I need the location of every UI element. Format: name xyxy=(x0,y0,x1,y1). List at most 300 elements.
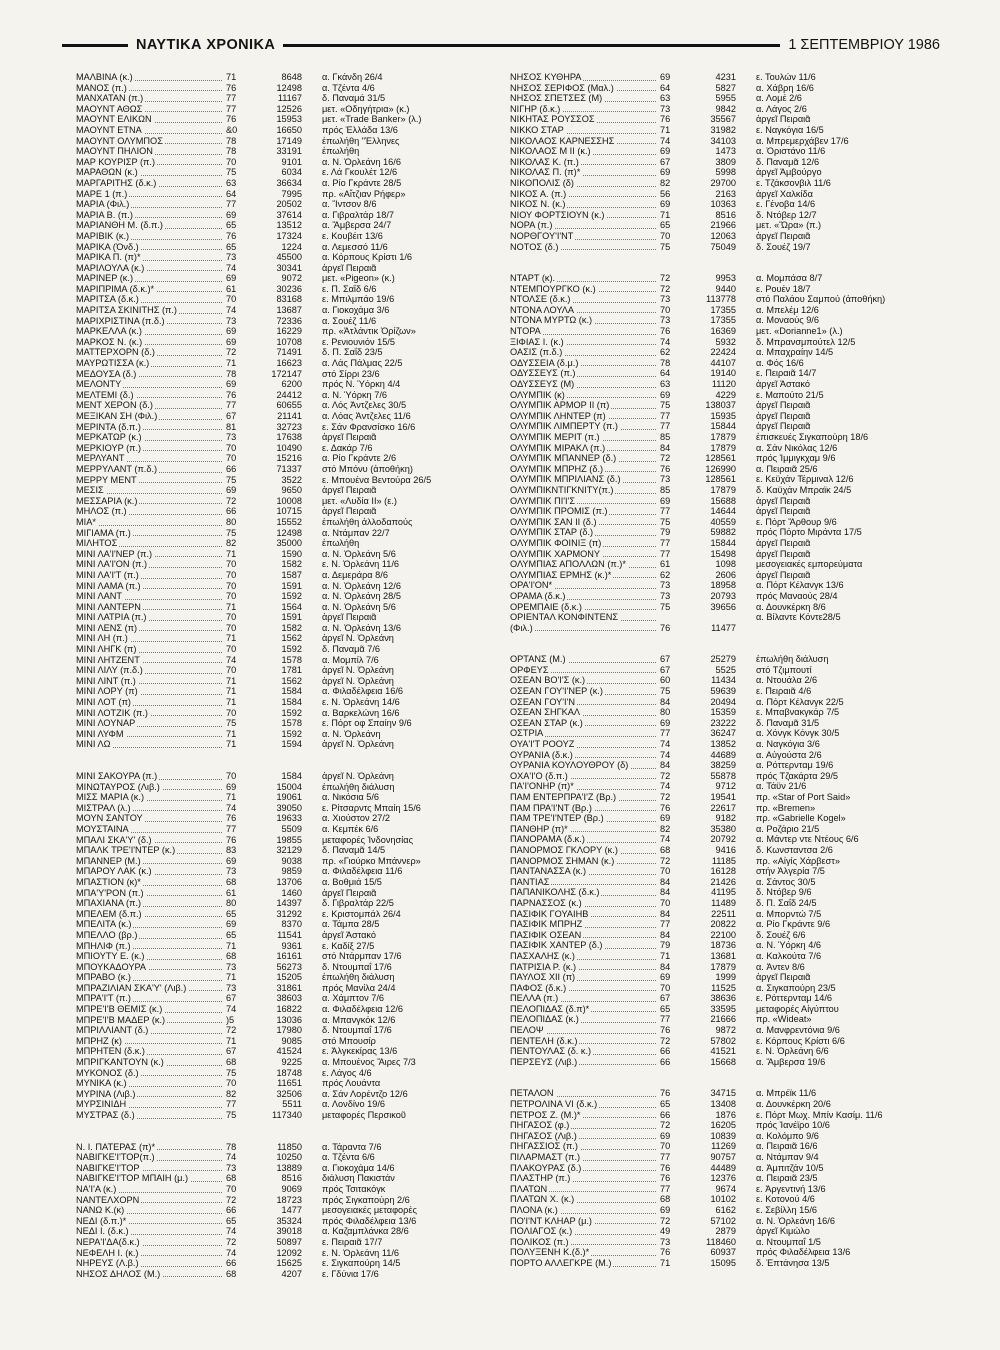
ship-name xyxy=(76,676,226,687)
ship-name xyxy=(510,1141,660,1152)
tonnage: 59882 xyxy=(710,527,736,538)
tonnage: 2606 xyxy=(715,569,736,580)
ship-name-text: ΟΡΕΜΠΑΙΕ (δ.κ.) xyxy=(510,601,582,612)
voyage-status: ε. Ναγκόγια 16/5 xyxy=(756,124,824,135)
ship-row xyxy=(510,1173,942,1184)
tonnage: 20793 xyxy=(710,590,736,601)
ship-name xyxy=(76,210,226,221)
build-year: 77 xyxy=(660,548,671,559)
tonnage: 5932 xyxy=(715,336,736,347)
build-year: 79 xyxy=(660,940,671,951)
tonnage: 44107 xyxy=(710,357,736,368)
ship-row xyxy=(510,803,942,814)
ship-name-text: ΠΑΥΛΟΣ ΧΙΙ (π) xyxy=(510,972,576,983)
ship-row xyxy=(510,358,942,369)
ship-row xyxy=(510,834,942,845)
tonnage: 17355 xyxy=(710,304,736,315)
voyage-status: α. Μάντερ ντε Ντέους 6/6 xyxy=(756,834,859,845)
build-year: 69 xyxy=(660,1130,671,1141)
ship-row xyxy=(76,464,508,475)
ship-name xyxy=(76,919,226,930)
voyage-status: ἀργεῖ Ν. Ὀρλεάνη xyxy=(322,675,394,686)
ship-name-text: ΟΥΡΑΝΙΑ ΚΟΥΛΟΥΘΡΟΥ (δ) xyxy=(510,760,629,771)
ship-name xyxy=(510,1216,660,1227)
ship-name xyxy=(510,400,660,411)
tonnage: 9953 xyxy=(715,273,736,284)
ship-name-text: ΜΙΝΙ ΛΟΥΝΑΡ xyxy=(76,718,136,729)
ship-name-text: ΜΙΝΩΤΑΥΡΟΣ (Λιβ.) xyxy=(76,781,160,792)
ship-name-text: ΠΕΛΟΨ xyxy=(510,1025,544,1036)
voyage-status: α. Τάραντα 7/6 xyxy=(322,1141,382,1152)
build-year: 67 xyxy=(660,654,671,665)
voyage-status: πρός Μανίλα 24/4 xyxy=(322,982,396,993)
ship-name-text: ΜΠΡΗΖ (κ) xyxy=(76,1035,122,1046)
ship-name xyxy=(76,136,226,147)
build-year: 66 xyxy=(660,1109,671,1120)
ship-name-text: ΟΡΑ'Ι'ΟΝ* xyxy=(510,580,553,591)
build-year: 73 xyxy=(226,315,237,326)
ship-name xyxy=(76,708,226,719)
ship-name-text: ΠΑΡΝΑΣΣΟΣ (κ.) xyxy=(510,897,582,908)
ship-name-text: ΟΛΥΜΠΙΚ ΠΙ'Ι'Σ xyxy=(510,495,576,506)
ship-name-text: ΜΑΟΥΝΤ ΠΗΛΙΟΝ xyxy=(76,146,153,157)
tonnage: 1592 xyxy=(281,644,302,655)
ship-row xyxy=(76,146,508,157)
build-year: 71 xyxy=(226,739,237,750)
build-year: &0 xyxy=(226,124,238,135)
tonnage: 5998 xyxy=(715,167,736,178)
tonnage: 20502 xyxy=(276,199,302,210)
ship-name-text: ΜΑΡΙΑ Β. (π.) xyxy=(76,209,133,220)
voyage-status: ε. Ρενιουνιόν 15/5 xyxy=(322,336,395,347)
tonnage: 1592 xyxy=(281,591,302,602)
tonnage: 60937 xyxy=(710,1247,736,1258)
ship-name xyxy=(76,220,226,231)
voyage-status: α. Ρίο Γκράντε 9/6 xyxy=(756,919,831,930)
ship-row xyxy=(510,686,942,697)
ship-name-text: ΜΙΝΙ ΛΑΝΤΕΡΝ xyxy=(76,601,141,612)
voyage-status: ε. Δακάρ 7/6 xyxy=(322,442,373,453)
tonnage: 21966 xyxy=(710,220,736,231)
ship-row xyxy=(76,453,508,464)
voyage-status: μεταφορές Ἰνδονησίας xyxy=(322,834,413,845)
ship-name-text: ΝΑΒΙΓΚΕ'Ι'ΤΟΡ xyxy=(76,1162,140,1173)
build-year: 70 xyxy=(226,1078,237,1089)
ship-name xyxy=(76,962,226,973)
ship-row xyxy=(510,665,942,676)
voyage-status: α. Μανφρεντόνια 9/6 xyxy=(756,1025,840,1036)
build-year: 72 xyxy=(660,855,671,866)
voyage-status: α. Πόρτ Κέλανγκ 22/5 xyxy=(756,696,844,707)
voyage-status: α. Ὀριστάνο 11/6 xyxy=(756,146,826,157)
ship-list-section xyxy=(76,1142,508,1280)
tonnage: 13889 xyxy=(276,1162,302,1173)
build-year: 71 xyxy=(226,940,237,951)
ship-row xyxy=(76,517,508,528)
ship-name xyxy=(76,517,226,528)
ship-name-text: ΜΑΡΙΚΑ Π. (π)* xyxy=(76,252,141,263)
ship-name-text: ΝΙΚΟΠΟΛΙΣ (δ) xyxy=(510,177,574,188)
ship-name-text: ΜΠΑ'Υ'ΡΟΝ (π.) xyxy=(76,887,144,898)
voyage-status: α. Σιγκαπούρη 23/5 xyxy=(756,982,836,993)
ship-row xyxy=(510,962,942,973)
build-year: 70 xyxy=(226,294,237,305)
tonnage: 20494 xyxy=(710,696,736,707)
ship-name xyxy=(76,400,226,411)
tonnage: 12092 xyxy=(276,1247,302,1258)
tonnage: 71337 xyxy=(276,463,302,474)
build-year: 70 xyxy=(226,665,237,676)
build-year: 74 xyxy=(226,1152,237,1163)
ship-row xyxy=(510,824,942,835)
ship-name-text: ΜΑΡΙΧΡΙΣΤΙΝΑ (π.δ.) xyxy=(76,315,165,326)
tonnage: 39018 xyxy=(276,1226,302,1237)
voyage-status: α. Ντάμπαν 9/4 xyxy=(756,1152,819,1162)
ship-row xyxy=(76,369,508,380)
tonnage: 1584 xyxy=(281,771,302,781)
ship-row xyxy=(76,930,508,941)
ship-name-text: ΠΑΦΟΣ (δ.κ.) xyxy=(510,982,567,993)
ship-name-text: ΜΙΝΙ ΛΗ (π.) xyxy=(76,633,128,644)
ship-name xyxy=(510,612,660,623)
ship-row xyxy=(76,729,508,740)
voyage-status: ε. Τουλών 11/6 xyxy=(756,72,816,82)
build-year: 73 xyxy=(660,580,671,591)
build-year: 74 xyxy=(660,749,671,760)
ship-name xyxy=(76,1015,226,1026)
ship-name-text: ΝΟΡΑ (π.) xyxy=(510,220,553,231)
tonnage: 4231 xyxy=(715,72,736,82)
build-year: 70 xyxy=(226,559,237,570)
build-year: 69 xyxy=(226,919,237,930)
voyage-status: δ. Ντόβερ 12/7 xyxy=(756,209,817,220)
ship-row xyxy=(510,93,942,104)
ship-row xyxy=(76,104,508,115)
voyage-status: ἀργεῖ Πειραιᾶ xyxy=(756,400,811,411)
ship-row xyxy=(76,718,508,729)
build-year: 72 xyxy=(660,792,671,802)
ship-name xyxy=(76,273,226,284)
ship-row xyxy=(510,136,942,147)
ship-name-text: ΜΠΡΑ'Ι'Τ (π.) xyxy=(76,993,131,1004)
build-year: 80 xyxy=(226,898,237,909)
ship-name xyxy=(76,1036,226,1047)
build-year: 63 xyxy=(226,177,237,188)
voyage-status: πρ. «Gabrielle Kogel» xyxy=(756,813,846,824)
ship-row xyxy=(510,739,942,750)
build-year: 73 xyxy=(226,866,237,877)
tonnage: 71491 xyxy=(276,347,302,358)
ship-name xyxy=(76,612,226,623)
ship-row xyxy=(76,739,508,750)
voyage-status: ε. Πόρτ οφ Σπαίην 9/6 xyxy=(322,718,412,729)
ship-row xyxy=(510,474,942,485)
ship-name xyxy=(510,199,660,210)
build-year: 76 xyxy=(660,622,671,633)
ship-name-text: ΜΕΔΟΥΣΑ (δ.) xyxy=(76,368,137,379)
ship-name xyxy=(510,443,660,454)
tonnage: 11525 xyxy=(711,982,736,993)
ship-row xyxy=(76,845,508,856)
build-year: 69 xyxy=(226,485,237,496)
voyage-status: πρ. «Wideat» xyxy=(756,1014,812,1025)
tonnage: 41521 xyxy=(710,1046,736,1057)
ship-row xyxy=(510,887,942,898)
build-year: 70 xyxy=(226,156,237,167)
ship-name-text: ΜΙΝΙ ΛΗΓΚ (π) xyxy=(76,644,137,655)
build-year: 76 xyxy=(660,1025,671,1036)
ship-name xyxy=(76,803,226,814)
ship-list-section xyxy=(76,771,508,1121)
build-year: 61 xyxy=(660,559,671,570)
ship-name-text: ΜΕΣΣΑΡΙΑ (κ.) xyxy=(76,495,138,506)
ship-row xyxy=(76,644,508,655)
ship-name-text: ΜΠΑΡΟΥ ΛΑΚ (κ.) xyxy=(76,866,152,877)
build-year: 75 xyxy=(660,601,671,612)
ship-row xyxy=(76,1216,508,1227)
build-year: 78 xyxy=(226,146,237,157)
ship-name-text: ΟΣΕΑΝ ΣΗΓΚΑΛ xyxy=(510,707,581,718)
voyage-status: α. Ἴντσον 8/6 xyxy=(322,199,377,210)
voyage-status: ἀργεῖ Πειραιᾶ xyxy=(322,887,377,898)
build-year: 76 xyxy=(660,1088,671,1099)
ship-name-text: ΜΕΡΡΥ ΜΕΝΤ xyxy=(76,474,137,485)
ship-name xyxy=(76,199,226,210)
ship-row xyxy=(510,432,942,443)
voyage-status: α. Γιοκοχάμα 14/6 xyxy=(322,1162,395,1173)
ship-name-text: ΜΕΡΙΝΤΑ (δ.π.) xyxy=(76,421,141,432)
ship-row xyxy=(76,220,508,231)
voyage-status: ε. Ρίτσαρντς Μπαίη 15/6 xyxy=(322,802,421,813)
ship-row xyxy=(510,697,942,708)
ship-name xyxy=(76,665,226,676)
ship-name-text: ΜΙΑ* xyxy=(76,516,96,527)
voyage-status: ε. Κόρπους Κρίστι 6/6 xyxy=(756,1035,845,1046)
ship-row xyxy=(76,602,508,613)
ship-name-text: ΜΑΟΥΝΤ ΕΤΝΑ xyxy=(76,124,142,135)
tonnage: 4229 xyxy=(715,389,736,400)
ship-row xyxy=(76,559,508,570)
ship-row xyxy=(510,72,942,83)
ship-row xyxy=(510,993,942,1004)
ship-name xyxy=(510,1226,660,1237)
ship-name-text: ΟΛΥΜΠΙΚ (κ) xyxy=(510,389,565,400)
ship-row xyxy=(76,242,508,253)
tonnage: 5509 xyxy=(281,823,302,834)
build-year: 74 xyxy=(226,802,237,813)
ship-row xyxy=(76,782,508,793)
ship-name xyxy=(76,930,226,941)
build-year: 62 xyxy=(660,569,671,580)
ship-name-text: ΝΗΣΟΣ ΣΠΕΤΣΕΣ (Μ) xyxy=(510,93,603,104)
ship-name-text: ΜΑΟΥΝΤ ΟΛΥΜΠΟΣ xyxy=(76,135,163,146)
ship-name xyxy=(76,1226,226,1237)
tonnage: 50897 xyxy=(276,1236,302,1247)
ship-name xyxy=(510,72,660,83)
ship-name xyxy=(76,782,226,793)
ship-row xyxy=(76,549,508,560)
build-year: 75 xyxy=(226,527,237,538)
ship-name-text: ΜΕΡΛΥΑΝΤ xyxy=(76,453,125,464)
ship-name xyxy=(76,93,226,104)
ship-row xyxy=(510,866,942,877)
tonnage: 9072 xyxy=(281,273,302,284)
ship-name-text: ΟΡΦΕΥΣ xyxy=(510,664,549,675)
ship-row xyxy=(76,1173,508,1184)
ship-name xyxy=(510,1131,660,1142)
ship-name xyxy=(76,72,226,83)
ship-row xyxy=(510,496,942,507)
ship-name xyxy=(76,178,226,189)
ship-name xyxy=(510,803,660,814)
ship-row xyxy=(510,400,942,411)
tonnage: 10839 xyxy=(710,1130,736,1141)
build-year: 70 xyxy=(226,569,237,580)
ship-name-text: ΜΠΕΛΙΤΑ (κ.) xyxy=(76,919,132,930)
tonnage: 13681 xyxy=(710,950,736,961)
voyage-status: δ. Σουέζ 19/7 xyxy=(756,241,811,252)
ship-name-text: ΝΑΝΤΕΛΧΟΡΝ xyxy=(76,1194,140,1205)
voyage-status: α. Γιβραλτάρ 18/7 xyxy=(322,209,395,220)
ship-row xyxy=(76,983,508,994)
voyage-status: ἀργεῖ Χαλκίδα xyxy=(756,188,813,199)
build-year: 76 xyxy=(226,813,237,824)
voyage-status: ε. Π. Σαΐδ 6/6 xyxy=(322,283,377,294)
ship-name xyxy=(76,739,226,750)
voyage-status: α. Μομπάσα 8/7 xyxy=(756,273,823,284)
tonnage: 33191 xyxy=(276,146,302,157)
voyage-status: δ. Παναμᾶ 14/5 xyxy=(322,845,386,856)
ship-row xyxy=(76,231,508,242)
build-year: 73 xyxy=(660,474,671,485)
ship-row xyxy=(510,1131,942,1142)
build-year: 70 xyxy=(226,591,237,602)
build-year: 75 xyxy=(660,241,671,252)
tonnage: 17980 xyxy=(276,1025,302,1036)
build-year: 70 xyxy=(226,453,237,464)
ship-name-text: ΠΛΑΤΩΝ Χ. (κ.) xyxy=(510,1194,575,1205)
voyage-status: πρός Λουάντα xyxy=(322,1078,381,1089)
ship-row xyxy=(76,697,508,708)
issue-date: 1 ΣΕΠΤΕΜΒΡΙΟΥ 1986 xyxy=(788,37,940,53)
tonnage: 57102 xyxy=(710,1215,736,1226)
build-year: 83 xyxy=(226,845,237,856)
build-year: 77 xyxy=(660,410,671,421)
voyage-status: πρός Φιλαδέλφεια 13/6 xyxy=(322,1215,417,1226)
tonnage: 8516 xyxy=(281,1173,302,1184)
ship-row xyxy=(76,1099,508,1110)
tonnage: 9416 xyxy=(715,844,736,855)
ship-row xyxy=(510,146,942,157)
ship-row xyxy=(76,1078,508,1089)
ship-name-text: ΜΥΡΙΝΑ (Λιβ.) xyxy=(76,1088,136,1099)
voyage-status: ἀργεῖ Πειραιᾶ xyxy=(756,421,811,432)
ship-name-text: ΝΕΔΙ Ι. (δ.κ.) xyxy=(76,1226,129,1237)
tonnage: 9225 xyxy=(281,1057,302,1068)
voyage-status: ε. Ν. Ὀρλεάνη 6/6 xyxy=(756,1046,829,1057)
voyage-status: πρ. «Γιούρκο Μπάννερ» xyxy=(322,855,421,866)
ship-name-text: ΜΑΝΧΑΤΑΝ (π.) xyxy=(76,93,144,104)
ship-name xyxy=(510,294,660,305)
ship-name xyxy=(510,464,660,475)
build-year: 65 xyxy=(226,220,237,231)
ship-name-text: ΜΠΡΗΤΕΝ (δ.κ.) xyxy=(76,1046,145,1057)
ship-row xyxy=(76,422,508,433)
ship-name xyxy=(510,1004,660,1015)
tonnage: 56273 xyxy=(276,961,302,972)
tonnage: 9674 xyxy=(715,1183,736,1194)
voyage-status: α. Ρίο Γκράντε 2/6 xyxy=(322,453,397,464)
tonnage: 117340 xyxy=(272,1110,302,1120)
build-year: 72 xyxy=(660,283,671,294)
ship-name xyxy=(510,93,660,104)
ship-name xyxy=(510,559,660,570)
tonnage: 20792 xyxy=(710,834,736,845)
ship-name xyxy=(510,1120,660,1131)
ship-name-text: ΟΣΕΑΝ ΓΟΥ'Ι'Ν xyxy=(510,696,576,707)
ship-name xyxy=(510,951,660,962)
voyage-status: α. Ρόττερνταμ 19/6 xyxy=(756,760,834,771)
ship-name-text: ΜΑΡΙΒΙΚ (κ.) xyxy=(76,230,130,241)
tonnage: 13512 xyxy=(276,220,302,231)
ship-name-text: ΜΠΗΛΙΦ (π.) xyxy=(76,940,131,951)
tonnage: 1587 xyxy=(281,569,302,580)
voyage-status: ἀργεῖ Πειραιᾶ xyxy=(756,537,811,548)
ship-row xyxy=(510,1099,942,1110)
tonnage: 5827 xyxy=(715,82,736,93)
tonnage: 11489 xyxy=(711,897,736,908)
ship-row xyxy=(76,178,508,189)
build-year: 78 xyxy=(226,368,237,379)
tonnage: 16623 xyxy=(276,358,302,369)
ship-name xyxy=(76,83,226,94)
ship-row xyxy=(76,1184,508,1195)
tonnage: 1781 xyxy=(281,665,302,676)
build-year: 70 xyxy=(226,442,237,453)
ship-name-text: ΜΥΝΙΚΑ (κ.) xyxy=(76,1078,127,1089)
tonnage: 1578 xyxy=(281,718,302,729)
build-year: 69 xyxy=(226,781,237,792)
ship-row xyxy=(510,1036,942,1047)
voyage-status: στό Σίρρι 23/6 xyxy=(322,368,380,379)
build-year: 71 xyxy=(226,633,237,644)
tonnage: 11167 xyxy=(277,93,302,104)
build-year: 71 xyxy=(226,728,237,739)
tonnage: 1999 xyxy=(715,972,736,983)
ship-name-text: ΜΙΝΙ ΛΟΡΥ (π) xyxy=(76,686,138,697)
ship-row xyxy=(510,919,942,930)
ship-name xyxy=(76,379,226,390)
tonnage: 1582 xyxy=(281,559,302,570)
voyage-status: δ. Ντουμπαΐ 17/6 xyxy=(322,961,392,972)
ship-row xyxy=(510,1088,942,1099)
ship-row xyxy=(510,813,942,824)
voyage-status: ε. Λάγος 4/6 xyxy=(322,1067,372,1078)
voyage-status: μεσογειακές εμπορεύματα xyxy=(756,559,863,570)
ship-row xyxy=(76,591,508,602)
build-year: 72 xyxy=(660,453,671,464)
ship-name xyxy=(510,167,660,178)
voyage-status: δ. Π. Σαΐδ 23/5 xyxy=(322,347,383,358)
tonnage: 15844 xyxy=(710,537,736,548)
tonnage: 32506 xyxy=(276,1088,302,1099)
voyage-status: α. Ἄμβερσα 19/6 xyxy=(756,1056,826,1067)
voyage-status: πρ. «Ἀτλάντικ Ὀρίζων» xyxy=(322,326,416,337)
ship-name-text: ΜΑΡΙΝΕΡ (κ.) xyxy=(76,273,134,284)
build-year: 84 xyxy=(660,876,671,887)
ship-name-text: ΠΗΓΑΣΟΣ (Λιβ.) xyxy=(510,1130,577,1141)
ship-row xyxy=(510,189,942,200)
